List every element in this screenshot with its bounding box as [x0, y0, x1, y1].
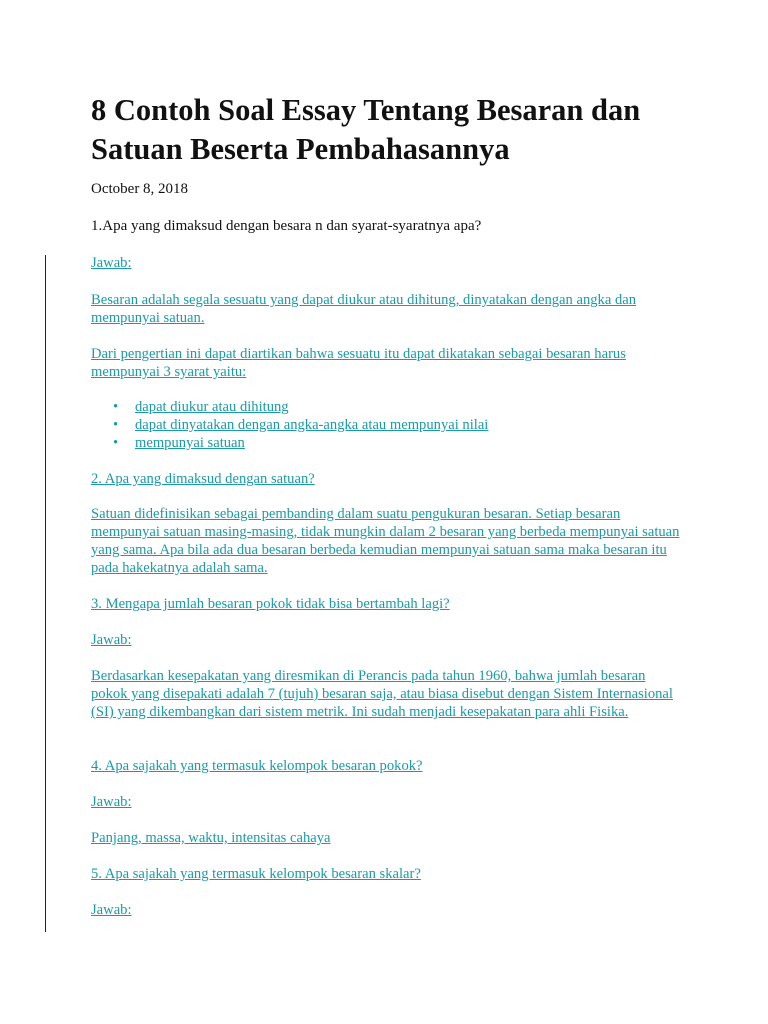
answer-label-4[interactable]: Jawab: — [91, 794, 132, 810]
bullet-icon: • — [113, 399, 119, 415]
question-5[interactable]: 5. Apa sajakah yang termasuk kelompok besaran skalar? — [91, 866, 421, 882]
requirements-list — [91, 398, 681, 452]
answer-paragraph-1[interactable]: Besaran adalah segala sesuatu yang dapat diukur atau dihitung, dinyatakan dengan angka dan mempunyai satuan. — [91, 292, 637, 326]
answer-label-5[interactable]: Jawab: — [91, 902, 132, 918]
margin-rule — [45, 255, 46, 932]
bullet-icon: • — [113, 417, 119, 433]
list-item[interactable]: • dapat diukur atau dihitung — [113, 399, 289, 415]
answer-paragraph-3[interactable]: Satuan didefinisikan sebagai pembanding dalam suatu pengukuran besaran. Setiap besaran mempunyai satuan masing-masing, tidak mungkin dalam 2 besaran yang berbeda mempunyai satuan yang sama. Apa bila ada dua besaran berbeda kemudian mempunyai satuan sama maka besaran itu pada hakekatnya adalah sama. — [91, 506, 680, 576]
question-3[interactable]: 3. Mengapa jumlah besaran pokok tidak bisa bertambah lagi? — [91, 596, 450, 612]
question-1: 1.Apa yang dimaksud dengan besara n dan syarat-syaratnya apa? — [91, 218, 482, 234]
bullet-icon: • — [113, 435, 119, 451]
question-2[interactable]: 2. Apa yang dimaksud dengan satuan? — [91, 471, 315, 487]
answer-label-1[interactable]: Jawab: — [91, 255, 132, 271]
answer-paragraph-4[interactable]: Berdasarkan kesepakatan yang diresmikan di Perancis pada tahun 1960, bahwa jumlah besaran pokok yang disepakati adalah 7 (tujuh) besaran saja, atau biasa disebut dengan Sistem Internasional (SI) yang dikembangkan dari sistem metrik. Ini sudah menjadi kesepakatan para ahli Fisika. — [91, 668, 673, 720]
question-4[interactable]: 4. Apa sajakah yang termasuk kelompok besaran pokok? — [91, 758, 423, 774]
answer-label-3[interactable]: Jawab: — [91, 632, 132, 648]
answer-paragraph-5[interactable]: Panjang, massa, waktu, intensitas cahaya — [91, 830, 331, 846]
list-item[interactable]: • mempunyai satuan — [113, 435, 245, 451]
answer-paragraph-2[interactable]: Dari pengertian ini dapat diartikan bahwa sesuatu itu dapat dikatakan sebagai besaran harus mempunyai 3 syarat yaitu: — [91, 346, 626, 380]
list-item[interactable]: • dapat dinyatakan dengan angka-angka atau mempunyai nilai — [113, 417, 489, 433]
document-title: 8 Contoh Soal Essay Tentang Besaran dan Satuan Beserta Pembahasannya — [91, 93, 641, 166]
post-date: October 8, 2018 — [91, 181, 189, 197]
